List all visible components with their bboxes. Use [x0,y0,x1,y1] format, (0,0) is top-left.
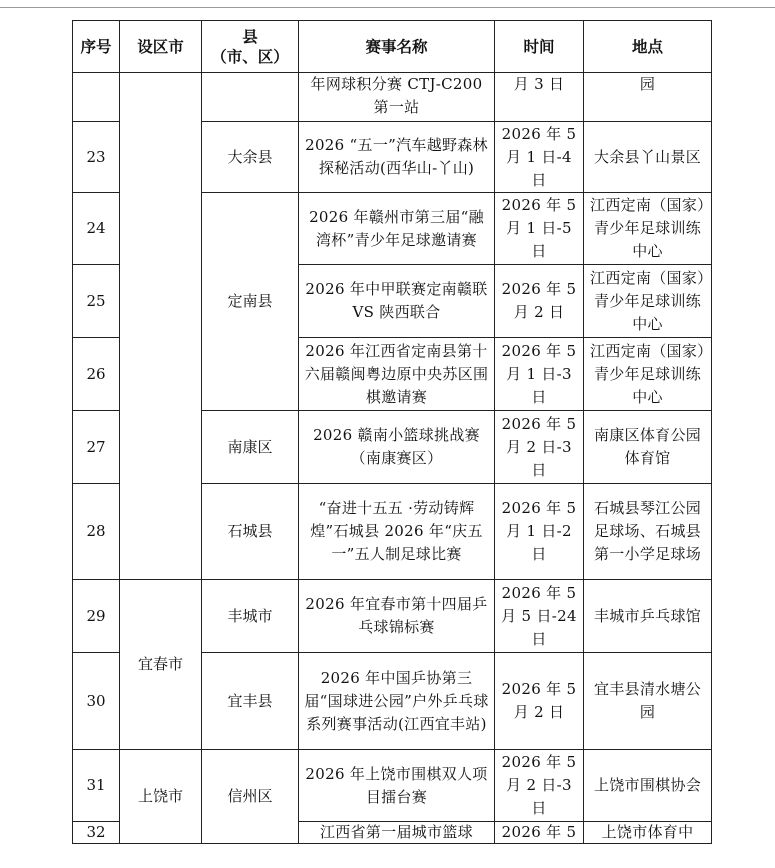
header-city: 设区市 [120,21,202,73]
cell-time: 2026 年 5 月 5 日-24 日 [495,580,584,653]
cell-no: 26 [73,338,120,411]
cell-county-nankang: 南康区 [202,411,299,484]
cell-time: 2026 年 5 月 2 日-3 日 [495,750,584,822]
cell-place: 宜丰县清水塘公园 [584,653,712,750]
cell-time: 2026 年 5 月 2 日-3 日 [495,411,584,484]
cell-place: 南康区体育公园体育馆 [584,411,712,484]
cell-no: 29 [73,580,120,653]
cell-name: 2026 年宜春市第十四届乒乓球锦标赛 [299,580,495,653]
cell-no: 28 [73,484,120,580]
cell-time: 2026 年 5 月 1 日-4 日 [495,122,584,193]
cell-place: 石城县琴江公园足球场、石城县第一小学足球场 [584,484,712,580]
cell-no-continued [73,73,120,122]
cell-place: 上饶市体育中 [584,822,712,844]
header-time: 时间 [495,21,584,73]
cell-no: 32 [73,822,120,844]
cell-time: 2026 年 5 月 2 日 [495,653,584,750]
cell-no: 31 [73,750,120,822]
cell-name: 2026 年中国乒协第三届“国球进公园”户外乒乓球系列赛事活动(江西宜丰站) [299,653,495,750]
cell-time: 2026 年 5 月 1 日-3 日 [495,338,584,411]
table-header-row [73,21,712,73]
cell-place: 江西定南（国家）青少年足球训练中心 [584,193,712,265]
cell-city-yichun: 宜春市 [120,580,202,750]
cell-name: 江西省第一届城市篮球 [299,822,495,844]
cell-place-continued: 园 [584,73,712,122]
cell-city-ganzhou [120,73,202,580]
cell-name: 2026 年上饶市围棋双人项目擂台赛 [299,750,495,822]
cell-county-shicheng: 石城县 [202,484,299,580]
cell-name: 2026 赣南小篮球挑战赛（南康赛区） [299,411,495,484]
cell-time: 2026 年 5 [495,822,584,844]
cell-time: 2026 年 5 月 1 日-5 日 [495,193,584,265]
header-county-text: 县 （市、区） [211,26,289,66]
header-place: 地点 [584,21,712,73]
cell-no: 24 [73,193,120,265]
cell-name: 2026 “五一”汽车越野森林探秘活动(西华山-丫山) [299,122,495,193]
cell-place: 江西定南（国家）青少年足球训练中心 [584,338,712,411]
cell-county-dingnan: 定南县 [202,193,299,411]
cell-no: 25 [73,265,120,338]
events-table [72,20,712,844]
cell-name-continued: 年网球积分赛 CTJ-C200 第一站 [299,73,495,122]
cell-place: 江西定南（国家）青少年足球训练中心 [584,265,712,338]
cell-name: “奋进十五五 ·劳动铸辉煌”石城县 2026 年“庆五一”五人制足球比赛 [299,484,495,580]
header-county [202,21,299,73]
cell-name: 2026 年中甲联赛定南赣联 VS 陕西联合 [299,265,495,338]
table-row-continued [73,73,712,122]
cell-place: 丰城市乒乓球馆 [584,580,712,653]
cell-place: 大余县丫山景区 [584,122,712,193]
cell-county-yifeng: 宜丰县 [202,653,299,750]
header-no: 序号 [73,21,120,73]
cell-city-shangrao: 上饶市 [120,750,202,844]
cell-county-xinzhou: 信州区 [202,750,299,844]
cell-place: 上饶市围棋协会 [584,750,712,822]
cell-name: 2026 年江西省定南县第十六届赣闽粤边原中央苏区围棋邀请赛 [299,338,495,411]
cell-no: 30 [73,653,120,750]
cell-time-continued: 月 3 日 [495,73,584,122]
cell-time: 2026 年 5 月 2 日 [495,265,584,338]
table-row [73,750,712,822]
cell-time: 2026 年 5 月 1 日-2 日 [495,484,584,580]
cell-county-fengcheng: 丰城市 [202,580,299,653]
cell-county-dayu: 大余县 [202,122,299,193]
cell-no: 23 [73,122,120,193]
top-divider [0,7,775,8]
table-row [73,580,712,653]
cell-no: 27 [73,411,120,484]
cell-county-continued [202,73,299,122]
header-name: 赛事名称 [299,21,495,73]
cell-name: 2026 年赣州市第三届“融湾杯”青少年足球邀请赛 [299,193,495,265]
